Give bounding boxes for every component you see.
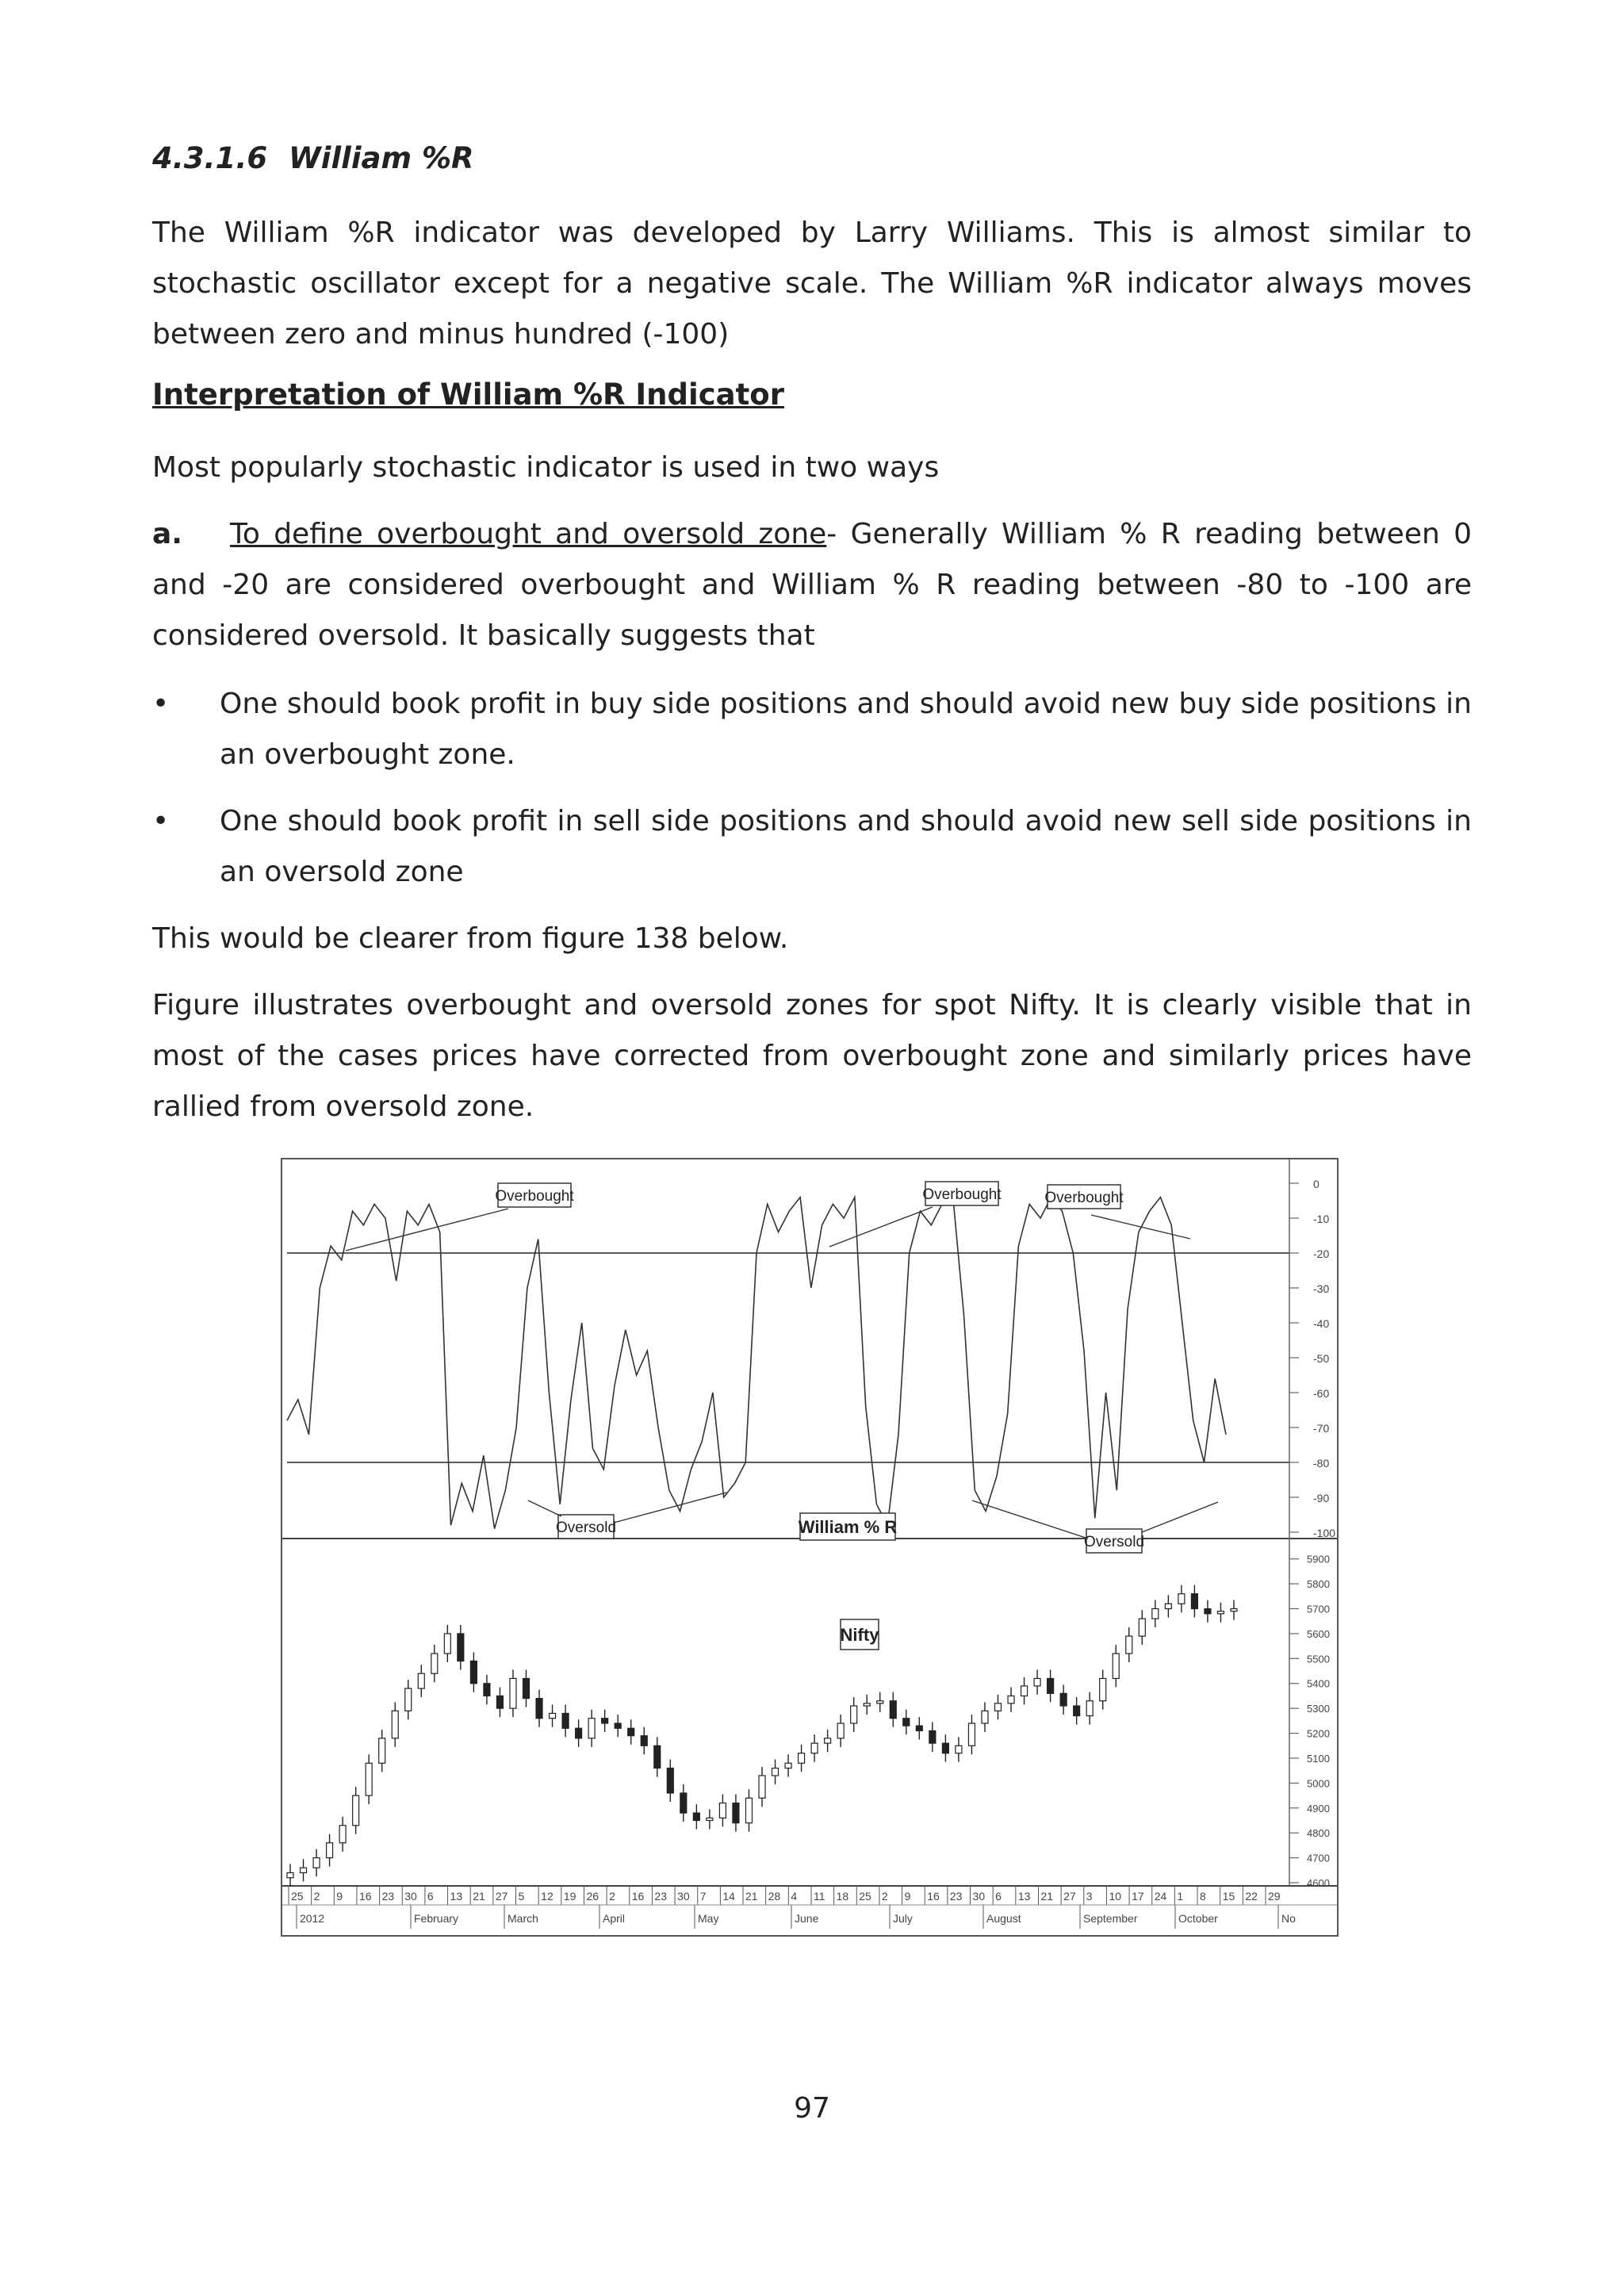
candle-body bbox=[510, 1678, 516, 1708]
candle-body bbox=[1152, 1609, 1159, 1619]
bullet-dot: • bbox=[152, 805, 170, 837]
x-tick-label: 25 bbox=[859, 1890, 871, 1903]
candle-body bbox=[811, 1743, 818, 1753]
x-tick-label: 22 bbox=[1245, 1890, 1258, 1903]
y-tick-label: -50 bbox=[1313, 1352, 1330, 1365]
candle-body bbox=[1074, 1706, 1080, 1716]
page-number: 97 bbox=[794, 2092, 830, 2125]
candle-body bbox=[1126, 1636, 1132, 1654]
annotation-label: Oversold bbox=[1083, 1534, 1145, 1550]
y-tick-label: 5500 bbox=[1307, 1653, 1330, 1665]
x-tick-label: 21 bbox=[745, 1890, 758, 1903]
x-tick-label: 9 bbox=[904, 1890, 911, 1903]
y-tick-label: -60 bbox=[1313, 1387, 1330, 1400]
y-tick-label: 5600 bbox=[1307, 1627, 1330, 1640]
y-tick-label: 4900 bbox=[1307, 1802, 1330, 1815]
x-tick-label: 11 bbox=[813, 1890, 825, 1903]
williams-r-nifty-chart bbox=[282, 1159, 1337, 1935]
candle-body bbox=[707, 1818, 713, 1820]
x-tick-label: 8 bbox=[1200, 1890, 1206, 1903]
month-label: 2012 bbox=[300, 1912, 325, 1925]
section-number: 4.3.1.6 bbox=[152, 141, 268, 175]
candle-body bbox=[392, 1711, 398, 1738]
x-tick-label: 2 bbox=[881, 1890, 888, 1903]
month-label: May bbox=[698, 1912, 719, 1925]
williams-r-series-line bbox=[287, 1198, 1226, 1529]
x-tick-label: 30 bbox=[677, 1890, 690, 1903]
x-tick-label: 23 bbox=[654, 1890, 667, 1903]
x-tick-label: 27 bbox=[495, 1890, 508, 1903]
y-tick-label: 5700 bbox=[1307, 1603, 1330, 1615]
x-tick-label: 7 bbox=[699, 1890, 707, 1903]
annotation-label: Oversold bbox=[555, 1519, 617, 1536]
candle-body bbox=[602, 1719, 608, 1723]
x-tick-label: 5 bbox=[518, 1890, 525, 1903]
candle-body bbox=[719, 1803, 726, 1818]
y-tick-label: -20 bbox=[1313, 1247, 1330, 1260]
candle-body bbox=[982, 1711, 988, 1723]
x-tick-label: 24 bbox=[1154, 1890, 1167, 1903]
x-tick-label: 3 bbox=[1086, 1890, 1093, 1903]
x-tick-label: 30 bbox=[404, 1890, 417, 1903]
x-tick-label: 29 bbox=[1268, 1890, 1281, 1903]
y-tick-label: -10 bbox=[1313, 1213, 1330, 1225]
candle-body bbox=[1086, 1701, 1093, 1716]
x-tick-label: 1 bbox=[1177, 1890, 1184, 1903]
candle-body bbox=[654, 1746, 661, 1768]
pointer-line bbox=[614, 1493, 726, 1523]
candle-body bbox=[1113, 1654, 1119, 1678]
figure-138 bbox=[281, 1158, 1339, 1937]
x-tick-label: 27 bbox=[1063, 1890, 1076, 1903]
candle-body bbox=[550, 1713, 556, 1718]
x-tick-label: 23 bbox=[381, 1890, 395, 1903]
candle-body bbox=[877, 1701, 883, 1703]
candle-body bbox=[405, 1688, 412, 1711]
y-tick-label: -70 bbox=[1313, 1422, 1330, 1435]
candle-body bbox=[431, 1654, 438, 1673]
y-tick-label: 5200 bbox=[1307, 1727, 1330, 1740]
x-tick-label: 10 bbox=[1109, 1890, 1122, 1903]
x-tick-label: 12 bbox=[541, 1890, 553, 1903]
x-tick-label: 13 bbox=[1017, 1890, 1031, 1903]
y-tick-label: 0 bbox=[1313, 1178, 1320, 1190]
x-tick-label: 2 bbox=[313, 1890, 320, 1903]
candle-body bbox=[1165, 1604, 1171, 1608]
y-tick-label: -90 bbox=[1313, 1492, 1330, 1504]
month-label: July bbox=[893, 1912, 913, 1925]
bullet-dot: • bbox=[152, 688, 170, 720]
x-tick-label: 6 bbox=[995, 1890, 1002, 1903]
y-tick-label: 5000 bbox=[1307, 1777, 1330, 1790]
bullet-item bbox=[152, 679, 1472, 780]
y-tick-label: 5100 bbox=[1307, 1752, 1330, 1765]
candle-body bbox=[851, 1706, 857, 1723]
section-title: William %R bbox=[289, 141, 474, 175]
candle-body bbox=[693, 1813, 699, 1820]
candle-body bbox=[523, 1678, 530, 1698]
candle-body bbox=[496, 1696, 503, 1708]
item-a-paragraph bbox=[152, 509, 1472, 661]
candle-body bbox=[536, 1699, 542, 1719]
candle-body bbox=[745, 1798, 752, 1822]
y-tick-label: 4700 bbox=[1307, 1852, 1330, 1864]
x-tick-label: 2 bbox=[609, 1890, 615, 1903]
candle-body bbox=[1205, 1609, 1211, 1614]
candle-body bbox=[615, 1723, 621, 1728]
candle-body bbox=[890, 1701, 896, 1719]
candle-body bbox=[628, 1728, 634, 1735]
month-label: No bbox=[1281, 1912, 1296, 1925]
x-tick-label: 16 bbox=[631, 1890, 645, 1903]
candle-body bbox=[1060, 1693, 1067, 1706]
pointer-line bbox=[1091, 1215, 1190, 1239]
candle-body bbox=[968, 1723, 975, 1746]
y-tick-label: 5800 bbox=[1307, 1578, 1330, 1591]
month-label: March bbox=[508, 1912, 538, 1925]
y-tick-label: -30 bbox=[1313, 1282, 1330, 1295]
pointer-line bbox=[346, 1209, 508, 1251]
candle-body bbox=[1008, 1696, 1014, 1703]
candle-body bbox=[1034, 1678, 1040, 1685]
y-tick-label: 4800 bbox=[1307, 1827, 1330, 1840]
y-tick-label: 5900 bbox=[1307, 1553, 1330, 1565]
candle-body bbox=[667, 1769, 673, 1793]
candle-body bbox=[1139, 1619, 1145, 1636]
y-tick-label: -40 bbox=[1313, 1317, 1330, 1330]
figure-description: Figure illustrates overbought and oversold zones for spot Nifty. It is clearly visible that in most of the cases prices have corrected from overbought zone and similarly prices have rallied from oversold zone. bbox=[152, 989, 1472, 1123]
candle-body bbox=[1231, 1609, 1237, 1611]
annotation-label: Overbought bbox=[922, 1186, 1002, 1203]
candle-body bbox=[772, 1769, 779, 1776]
month-label: April bbox=[603, 1912, 626, 1925]
candle-body bbox=[444, 1634, 450, 1654]
month-label: February bbox=[414, 1912, 459, 1925]
candle-body bbox=[418, 1673, 424, 1688]
candle-body bbox=[1021, 1686, 1028, 1696]
x-tick-label: 6 bbox=[427, 1890, 434, 1903]
pointer-line bbox=[528, 1500, 561, 1516]
candle-body bbox=[379, 1738, 385, 1763]
candle-body bbox=[458, 1634, 464, 1661]
candle-body bbox=[1217, 1611, 1224, 1614]
candle-body bbox=[366, 1763, 372, 1795]
x-tick-label: 13 bbox=[450, 1890, 463, 1903]
candle-body bbox=[327, 1843, 333, 1858]
x-tick-label: 18 bbox=[836, 1890, 849, 1903]
candle-body bbox=[641, 1736, 647, 1746]
candle-body bbox=[1100, 1678, 1106, 1700]
candle-body bbox=[1048, 1678, 1054, 1693]
x-tick-label: 23 bbox=[949, 1890, 963, 1903]
x-tick-label: 19 bbox=[563, 1890, 576, 1903]
x-tick-label: 26 bbox=[586, 1890, 599, 1903]
candle-body bbox=[562, 1713, 569, 1728]
candle-body bbox=[470, 1661, 477, 1683]
candle-body bbox=[837, 1723, 844, 1738]
intro-paragraph: The William %R indicator was developed by Larry Williams. This is almost similar to stochastic oscillator except for a negative scale. The William %R indicator always moves between zero and minus hundred (-100) bbox=[152, 217, 1472, 351]
candle-body bbox=[942, 1743, 948, 1753]
pointer-line bbox=[829, 1207, 933, 1247]
candle-body bbox=[785, 1763, 791, 1768]
subheading: Interpretation of William %R Indicator bbox=[152, 377, 784, 412]
month-label: October bbox=[1178, 1912, 1218, 1925]
y-tick-label: -100 bbox=[1313, 1527, 1336, 1539]
candle-body bbox=[759, 1776, 765, 1798]
candle-body bbox=[864, 1703, 870, 1706]
candle-body bbox=[1178, 1594, 1185, 1604]
month-label: August bbox=[986, 1912, 1021, 1925]
usage-paragraph: Most popularly stochastic indicator is used in two ways bbox=[152, 451, 940, 484]
x-tick-label: 14 bbox=[722, 1890, 735, 1903]
x-tick-label: 17 bbox=[1132, 1890, 1144, 1903]
bullet-text: One should book profit in sell side positions and should avoid new sell side positions in an oversold zone bbox=[220, 805, 1472, 888]
candle-body bbox=[576, 1728, 582, 1738]
y-tick-label: -80 bbox=[1313, 1457, 1330, 1470]
candle-body bbox=[588, 1719, 595, 1738]
x-tick-label: 4 bbox=[791, 1890, 798, 1903]
y-tick-label: 5400 bbox=[1307, 1677, 1330, 1690]
item-a-text: - Generally William % R reading between 0 and -20 are considered overbought and William % R reading between -80 to -100 are considered oversold. It basically suggests that bbox=[152, 518, 1472, 652]
candle-body bbox=[680, 1793, 687, 1813]
x-tick-label: 25 bbox=[291, 1890, 304, 1903]
candle-body bbox=[1191, 1594, 1197, 1609]
x-tick-label: 16 bbox=[927, 1890, 940, 1903]
month-label: September bbox=[1083, 1912, 1138, 1925]
annotation-label: Overbought bbox=[1044, 1190, 1124, 1206]
candle-body bbox=[301, 1868, 307, 1872]
pointer-line bbox=[1142, 1502, 1218, 1532]
candle-body bbox=[995, 1703, 1002, 1711]
x-tick-label: 15 bbox=[1222, 1890, 1235, 1903]
candle-body bbox=[484, 1684, 490, 1696]
candle-body bbox=[916, 1726, 922, 1730]
candle-body bbox=[825, 1738, 831, 1743]
x-tick-label: 21 bbox=[1040, 1890, 1054, 1903]
bullet-item bbox=[152, 796, 1472, 898]
bullet-text: One should book profit in buy side positions and should avoid new buy side positions in an overbought zone. bbox=[220, 688, 1472, 771]
x-tick-label: 9 bbox=[336, 1890, 343, 1903]
candle-body bbox=[956, 1746, 962, 1753]
item-a-label: a. bbox=[152, 518, 182, 550]
y-tick-label: 4600 bbox=[1307, 1877, 1330, 1889]
x-tick-label: 21 bbox=[473, 1890, 485, 1903]
candle-body bbox=[799, 1753, 805, 1764]
panel-title: William % R bbox=[798, 1517, 898, 1537]
candle-body bbox=[733, 1803, 739, 1822]
candle-body bbox=[353, 1795, 359, 1826]
y-tick-label: 5300 bbox=[1307, 1703, 1330, 1715]
candle-body bbox=[929, 1730, 936, 1743]
candle-body bbox=[313, 1858, 320, 1868]
panel-title: Nifty bbox=[840, 1625, 879, 1645]
candle-body bbox=[339, 1826, 346, 1843]
annotation-label: Overbought bbox=[495, 1188, 574, 1205]
x-tick-label: 16 bbox=[358, 1890, 372, 1903]
section-heading bbox=[152, 141, 474, 175]
pointer-line bbox=[972, 1500, 1088, 1539]
item-a-underlined: To define overbought and oversold zone bbox=[230, 518, 827, 550]
candle-body bbox=[287, 1872, 293, 1877]
clearer-paragraph: This would be clearer from figure 138 below. bbox=[152, 922, 789, 955]
month-label: June bbox=[795, 1912, 819, 1925]
x-tick-label: 28 bbox=[768, 1890, 781, 1903]
x-tick-label: 30 bbox=[972, 1890, 986, 1903]
candle-body bbox=[903, 1719, 910, 1726]
